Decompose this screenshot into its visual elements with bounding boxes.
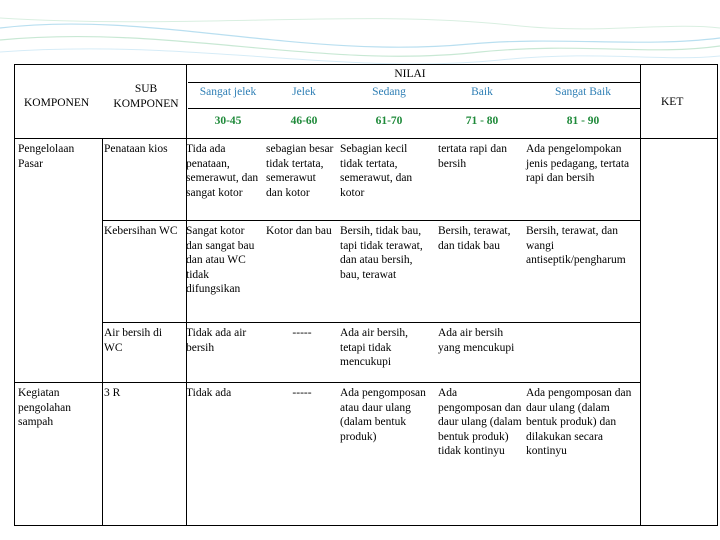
nilai-cell [526,224,626,268]
nilai-cell-line: bersih [438,157,467,170]
nilai-cell-line: Bersih, terawat, [438,225,511,237]
sub-komponen-cell-line: 3 R [104,387,121,399]
nilai-cell [186,224,254,297]
nilai-cell [438,386,522,459]
level-sedang: Sedang [372,86,406,98]
nilai-cell-line: Ada pengelompokan [526,143,622,155]
nilai-cell-line: bau, terawat [340,268,397,281]
nilai-cell-line: Ada pengomposan [340,387,426,399]
nilai-cell [438,224,511,253]
nilai-cell [526,142,629,186]
nilai-cell [266,142,333,200]
sub-komponen-cell-line: Penataan kios [104,143,168,155]
sub-komponen-line: KOMPONEN [113,97,179,110]
nilai-cell-line: bersih [186,341,215,354]
nilai-cell [186,326,246,355]
nilai-cell-line: mencukupi [340,356,392,369]
nilai-cell-line: antiseptik/pengharum [526,254,626,267]
nilai-cell-line: tidak tertata, [266,157,324,170]
komponen-cell-line: pengolahan [18,401,72,414]
sub-komponen-cell-line: Kebersihan WC [104,225,178,237]
nilai-cell-line: jenis pedagang, tertata [526,157,630,170]
nilai-cell-line: wangi [526,239,555,252]
col-divider [640,64,641,526]
sub-komponen-cell [104,224,178,239]
nilai-header: NILAI [394,68,426,80]
col-divider [102,138,103,526]
nilai-cell-line: difungsikan [186,283,241,296]
nilai-cell-line: rapi dan bersih [526,172,595,185]
nilai-cell-line: atau daur ulang [340,401,411,414]
nilai-cell [340,142,412,200]
nilai-cell-line: dilakukan secara [526,430,603,443]
range-baik: 71 - 80 [465,115,499,127]
nilai-cell-line: bentuk produk) dan [526,416,617,429]
level-jelek: Jelek [292,86,316,98]
komponen-header: KOMPONEN [24,97,90,109]
nilai-cell-line: semerawut, dan [186,172,259,185]
levels-divider [188,108,640,109]
nilai-cell-line: tapi tidak terawat, [340,239,423,252]
nilai-cell [186,386,231,401]
nilai-cell-line: daur ulang (dalam [438,416,522,429]
nilai-cell-line: Ada pengomposan dan [526,387,632,399]
sub-komponen-line: SUB [134,83,158,95]
level-baik: Baik [471,86,493,98]
komponen-cell-line: Kegiatan [18,387,60,399]
nilai-cell [438,326,514,355]
komponen-cell [18,386,71,430]
sub-komponen-cell [104,326,162,355]
header-divider [14,138,718,139]
nilai-cell-line: Bersih, tidak bau, [340,225,422,237]
nilai-cell-line: ----- [292,387,312,399]
nilai-cell [526,386,631,459]
nilai-cell [186,142,258,200]
level-sangat-baik: Sangat Baik [555,86,611,98]
nilai-cell [266,326,338,341]
nilai-cell-line: kontinyu [526,445,567,458]
nilai-cell-line: Tida ada [186,143,226,155]
nilai-cell-line: tidak tertata, [340,157,398,170]
nilai-cell-line: tetapi tidak [340,341,392,354]
nilai-cell-line: Bersih, terawat, dan [526,225,618,237]
nilai-cell-line: yang mencukupi [438,341,515,354]
nilai-cell-line: pengomposan dan [438,401,522,414]
sub-komponen-header [104,82,188,111]
komponen-cell-line: Pasar [18,157,43,170]
nilai-cell-line: Sangat kotor [186,225,245,237]
komponen-cell-line: Pengelolaan [18,143,75,155]
level-sangat-jelek: Sangat jelek [199,86,257,98]
sub-komponen-cell [104,142,168,157]
range-sangat-baik: 81 - 90 [566,115,600,127]
komponen-cell [18,142,74,171]
komponen-cell-line: sampah [18,416,54,429]
sub-komponen-cell-line: Air bersih di [104,327,163,339]
nilai-cell-line: ----- [292,327,312,339]
row-divider [14,382,640,383]
nilai-cell-line: dan kotor [266,186,310,199]
sub-komponen-cell-line: WC [104,341,123,354]
nilai-cell-line: tidak [186,268,209,281]
nilai-cell-line: Ada air bersih, [340,327,409,339]
nilai-cell-line: sangat kotor [186,186,243,199]
range-sangat-jelek: 30-45 [214,115,242,127]
nilai-cell-line: produk) [340,430,377,443]
range-jelek: 46-60 [290,115,318,127]
range-sedang: 61-70 [375,115,403,127]
nilai-cell-line: dan atau WC [186,254,246,267]
nilai-cell-line: Kotor dan bau [266,225,332,237]
nilai-cell-line: Sebagian kecil [340,143,408,155]
ket-header: KET [661,96,684,108]
nilai-underline [188,82,640,83]
nilai-cell [340,326,408,370]
nilai-cell-line: Ada air bersih [438,327,504,339]
nilai-cell-line: semerawut [266,172,316,185]
nilai-cell-line: dan tidak bau [438,239,500,252]
nilai-cell-line: Ada [438,387,458,399]
nilai-cell-line: Tidak ada air [186,327,247,339]
nilai-cell [340,224,423,282]
nilai-cell [266,224,332,239]
nilai-cell-line: kotor [340,186,365,199]
nilai-cell-line: daur ulang (dalam [526,401,610,414]
nilai-cell-line: dan sangat bau [186,239,255,252]
row-divider [102,322,640,323]
nilai-cell-line: penataan, [186,157,230,170]
nilai-cell [340,386,426,444]
nilai-cell-line: bentuk produk) [438,430,509,443]
nilai-cell-line: (dalam bentuk [340,416,407,429]
nilai-cell-line: sebagian besar [266,143,334,155]
row-divider [102,220,640,221]
nilai-cell-line: Tidak ada [186,387,232,399]
nilai-cell-line: tertata rapi dan [438,143,507,155]
sub-komponen-cell [104,386,120,401]
nilai-cell [438,142,507,171]
nilai-cell-line: tidak kontinyu [438,445,505,458]
nilai-cell [266,386,338,401]
nilai-cell-line: dan atau bersih, [340,254,413,267]
nilai-cell-line: semerawut, dan [340,172,413,185]
